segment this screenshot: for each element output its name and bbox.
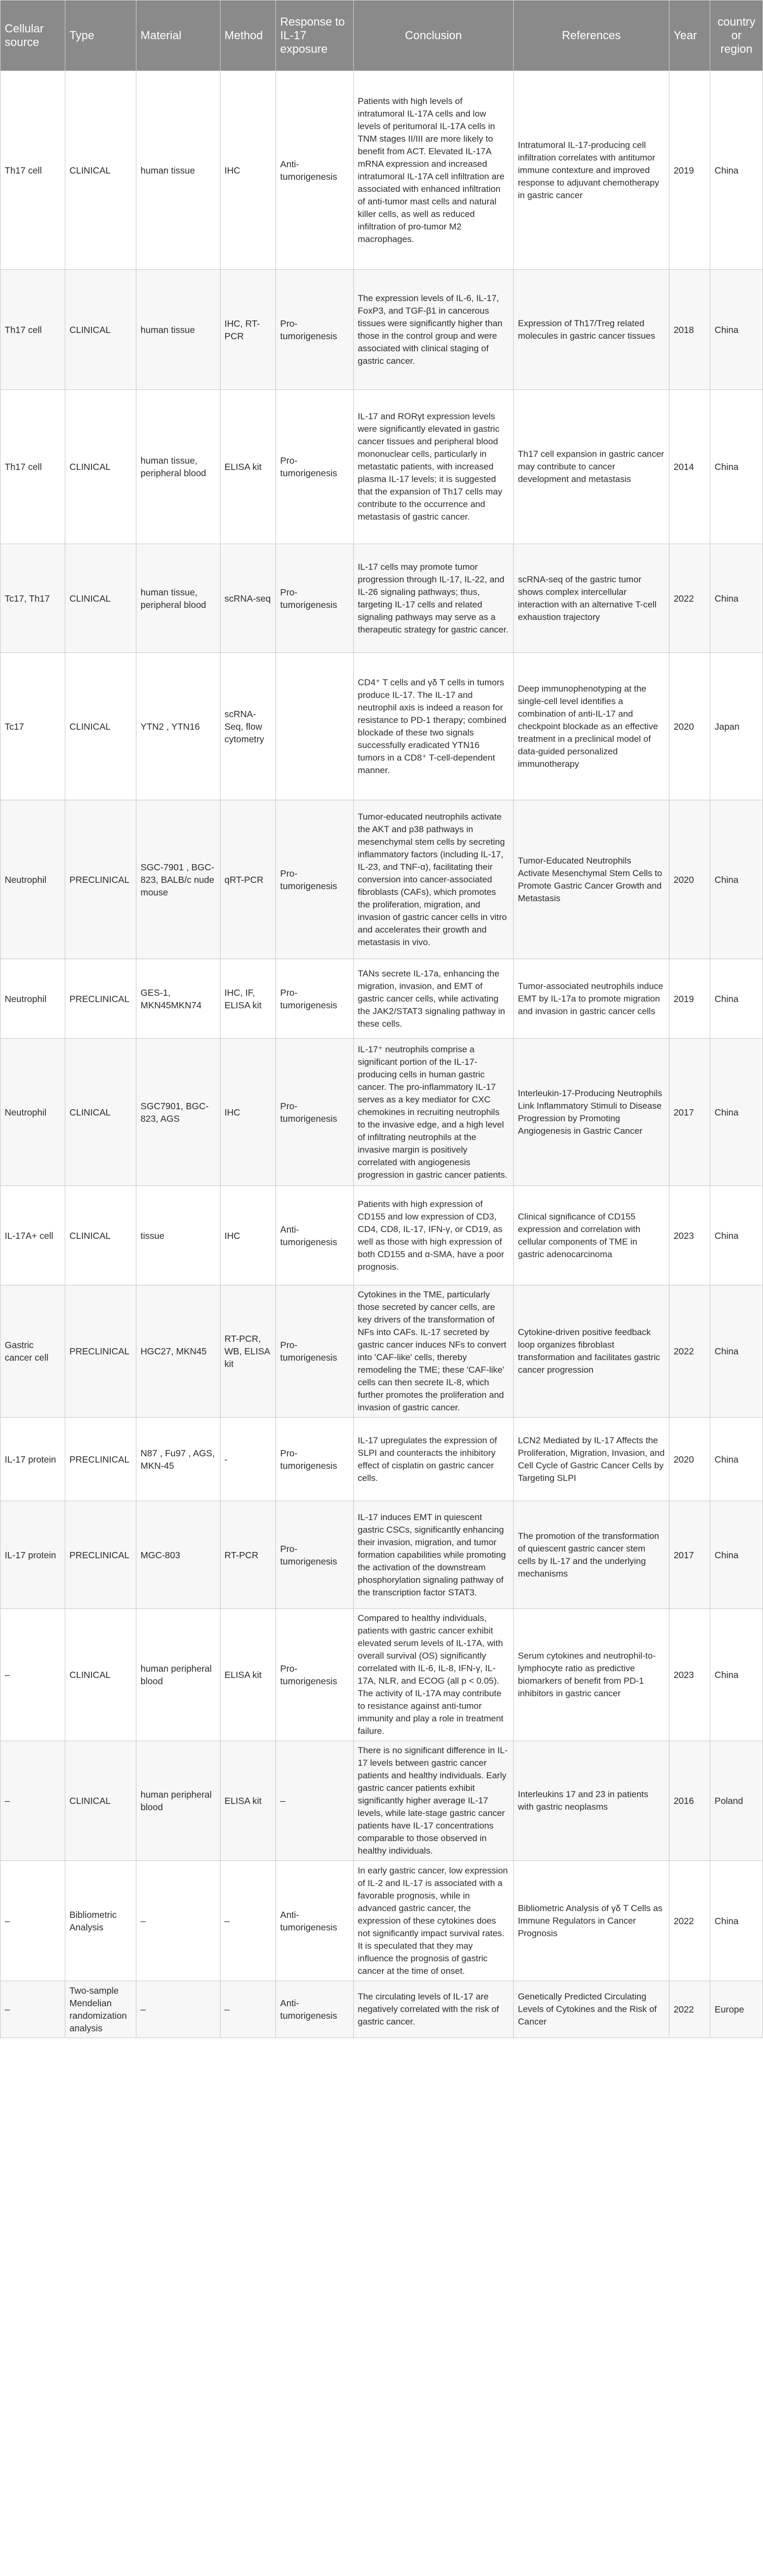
cell-references: The promotion of the transformation of quiescent gastric cancer stem cells by IL-17 and the underlying mechanisms bbox=[514, 1501, 669, 1609]
table-row bbox=[1, 1186, 763, 1285]
table-row bbox=[1, 959, 763, 1039]
cell-conclusion: Patients with high levels of intratumoral IL-17A cells and low levels of peritumoral IL-17A cells in TNM stages II/III are more likely to benefit from ACT. Elevated IL-17A mRNA expression and increased intratumoral IL-17A cell infiltration are associated with enhanced infiltration of anti-tumor mast cells and natural killer cells, as well as reduced infiltration of pro-tumor M2 macrophages. bbox=[353, 71, 514, 270]
table-row bbox=[1, 1285, 763, 1418]
cell-year: 2020 bbox=[669, 653, 710, 800]
header-row bbox=[1, 1, 763, 71]
cell-method: ELISA kit bbox=[220, 1609, 276, 1741]
cell-references: Serum cytokines and neutrophil-to-lymphocyte ratio as predictive biomarkers of benefit from PD-1 inhibitors in gastric cancer bbox=[514, 1609, 669, 1741]
cell-year: 2017 bbox=[669, 1039, 710, 1186]
cell-response: Anti-tumorigenesis bbox=[276, 71, 353, 270]
cell-method: IHC bbox=[220, 1039, 276, 1186]
table-row bbox=[1, 390, 763, 544]
cell-conclusion: TANs secrete IL-17a, enhancing the migration, invasion, and EMT of gastric cancer cells, while activating the JAK2/STAT3 signaling pathway in these cells. bbox=[353, 959, 514, 1039]
cell-conclusion: Patients with high expression of CD155 and low expression of CD3, CD4, CD8, IL-17, IFN-γ, or CD19, as well as those with high expression of both CD155 and α-SMA, have a poor prognosis. bbox=[353, 1186, 514, 1285]
cell-method: – bbox=[220, 1861, 276, 1981]
cell-method: RT-PCR bbox=[220, 1501, 276, 1609]
cell-cellular-source: Tc17, Th17 bbox=[1, 544, 65, 653]
header-conclusion: Conclusion bbox=[353, 1, 514, 71]
cell-country: China bbox=[710, 1418, 763, 1501]
table-row bbox=[1, 1981, 763, 2038]
cell-cellular-source: Neutrophil bbox=[1, 800, 65, 959]
cell-country: China bbox=[710, 1861, 763, 1981]
cell-cellular-source: Neutrophil bbox=[1, 959, 65, 1039]
cell-country: China bbox=[710, 270, 763, 390]
cell-country: China bbox=[710, 390, 763, 544]
cell-type: PRECLINICAL bbox=[65, 959, 136, 1039]
cell-material: YTN2 , YTN16 bbox=[136, 653, 220, 800]
cell-type: CLINICAL bbox=[65, 270, 136, 390]
cell-references: Interleukins 17 and 23 in patients with gastric neoplasms bbox=[514, 1741, 669, 1861]
cell-cellular-source: – bbox=[1, 1861, 65, 1981]
cell-country: China bbox=[710, 800, 763, 959]
cell-cellular-source: IL-17 protein bbox=[1, 1501, 65, 1609]
cell-method: scRNA-Seq, flow cytometry bbox=[220, 653, 276, 800]
cell-response: Pro-tumorigenesis bbox=[276, 1039, 353, 1186]
cell-response: – bbox=[276, 1741, 353, 1861]
cell-response: Anti-tumorigenesis bbox=[276, 1981, 353, 2038]
cell-year: 2022 bbox=[669, 1861, 710, 1981]
cell-conclusion: Tumor-educated neutrophils activate the AKT and p38 pathways in mesenchymal stem cells by secreting inflammatory factors (including IL-17, IL-23, and TNF-α), facilitating their conversion into cancer-associated fibroblasts (CAFs), which promotes the proliferation, migration, and invasion of gastric cancer cells in vitro and accelerates their growth and metastasis in vivo. bbox=[353, 800, 514, 959]
cell-country: China bbox=[710, 71, 763, 270]
cell-country: China bbox=[710, 1039, 763, 1186]
cell-method: IHC bbox=[220, 1186, 276, 1285]
cell-references: Deep immunophenotyping at the single-cell level identifies a combination of anti-IL-17 and checkpoint blockade as an effective treatment in a preclinical model of data-guided personalized immunotherapy bbox=[514, 653, 669, 800]
cell-material: tissue bbox=[136, 1186, 220, 1285]
table-row bbox=[1, 544, 763, 653]
cell-material: human tissue, peripheral blood bbox=[136, 544, 220, 653]
cell-method: - bbox=[220, 1418, 276, 1501]
cell-type: CLINICAL bbox=[65, 1039, 136, 1186]
header-cellular-source: Cellular source bbox=[1, 1, 65, 71]
cell-type: CLINICAL bbox=[65, 653, 136, 800]
cell-type: PRECLINICAL bbox=[65, 800, 136, 959]
cell-year: 2017 bbox=[669, 1501, 710, 1609]
cell-response: Pro-tumorigenesis bbox=[276, 1285, 353, 1418]
cell-references: Tumor-associated neutrophils induce EMT by IL-17a to promote migration and invasion in gastric cancer cells bbox=[514, 959, 669, 1039]
cell-method: ELISA kit bbox=[220, 1741, 276, 1861]
cell-references: LCN2 Mediated by IL-17 Affects the Proliferation, Migration, Invasion, and Cell Cycle of Gastric Cancer Cells by Targeting SLPI bbox=[514, 1418, 669, 1501]
header-references: References bbox=[514, 1, 669, 71]
cell-material: MGC-803 bbox=[136, 1501, 220, 1609]
cell-references: Intratumoral IL-17-producing cell infiltration correlates with antitumor immune contexture and improved response to adjuvant chemotherapy in gastric cancer bbox=[514, 71, 669, 270]
cell-country: China bbox=[710, 959, 763, 1039]
cell-year: 2019 bbox=[669, 71, 710, 270]
cell-references: Interleukin-17-Producing Neutrophils Link Inflammatory Stimuli to Disease Progression by Promoting Angiogenesis in Gastric Cancer bbox=[514, 1039, 669, 1186]
cell-response: Pro-tumorigenesis bbox=[276, 270, 353, 390]
cell-country: China bbox=[710, 1186, 763, 1285]
table-row bbox=[1, 1501, 763, 1609]
table-body bbox=[1, 71, 763, 2038]
cell-conclusion: In early gastric cancer, low expression of IL-2 and IL-17 is associated with a favorable prognosis, while in advanced gastric cancer, the expression of these cytokines does not significantly impact survival rates. It is speculated that they may influence the prognosis of gastric cancer at the time of onset. bbox=[353, 1861, 514, 1981]
cell-conclusion: CD4⁺ T cells and γδ T cells in tumors produce IL-17. The IL-17 and neutrophil axis is indeed a reason for resistance to PD-1 therapy; combined blockade of these two signals successfully eradicated YTN16 tumors in a CD8⁺ T-cell-dependent manner. bbox=[353, 653, 514, 800]
cell-type: CLINICAL bbox=[65, 1186, 136, 1285]
cell-type: CLINICAL bbox=[65, 1609, 136, 1741]
cell-method: RT-PCR, WB, ELISA kit bbox=[220, 1285, 276, 1418]
header-response: Response to IL-17 exposure bbox=[276, 1, 353, 71]
cell-conclusion: IL-17 upregulates the expression of SLPI and counteracts the inhibitory effect of cisplatin on gastric cancer cells. bbox=[353, 1418, 514, 1501]
cell-response: Pro-tumorigenesis bbox=[276, 959, 353, 1039]
cell-cellular-source: Th17 cell bbox=[1, 270, 65, 390]
cell-conclusion: IL-17 cells may promote tumor progression through IL-17, IL-22, and IL-26 signaling pathways; thus, targeting IL-17 cells and related signaling pathways may serve as a therapeutic strategy for gastric cancer. bbox=[353, 544, 514, 653]
table-row bbox=[1, 1039, 763, 1186]
cell-material: SGC-7901 , BGC-823, BALB/c nude mouse bbox=[136, 800, 220, 959]
table-row bbox=[1, 71, 763, 270]
table-row bbox=[1, 1609, 763, 1741]
cell-conclusion: The circulating levels of IL-17 are negatively correlated with the risk of gastric cancer. bbox=[353, 1981, 514, 2038]
cell-type: CLINICAL bbox=[65, 544, 136, 653]
cell-year: 2023 bbox=[669, 1609, 710, 1741]
cell-response: Pro-tumorigenesis bbox=[276, 1418, 353, 1501]
cell-cellular-source: – bbox=[1, 1981, 65, 2038]
cell-conclusion: IL-17 and RORγt expression levels were significantly elevated in gastric cancer tissues and peripheral blood mononuclear cells, particularly in metastatic patients, with increased plasma IL-17 levels; it is suggested that the expansion of Th17 cells may contribute to the occurrence and metastasis of gastric cancer. bbox=[353, 390, 514, 544]
cell-year: 2014 bbox=[669, 390, 710, 544]
cell-references: Bibliometric Analysis of γδ T Cells as Immune Regulators in Cancer Prognosis bbox=[514, 1861, 669, 1981]
cell-cellular-source: IL-17A+ cell bbox=[1, 1186, 65, 1285]
cell-country: Poland bbox=[710, 1741, 763, 1861]
table-row bbox=[1, 1861, 763, 1981]
table-row bbox=[1, 800, 763, 959]
header-method: Method bbox=[220, 1, 276, 71]
cell-material: N87 , Fu97 , AGS, MKN-45 bbox=[136, 1418, 220, 1501]
cell-year: 2020 bbox=[669, 1418, 710, 1501]
table-row bbox=[1, 270, 763, 390]
cell-references: Th17 cell expansion in gastric cancer may contribute to cancer development and metastasis bbox=[514, 390, 669, 544]
cell-material: HGC27, MKN45 bbox=[136, 1285, 220, 1418]
cell-material: human tissue bbox=[136, 71, 220, 270]
cell-references: Cytokine-driven positive feedback loop organizes fibroblast transformation and facilitates gastric cancer progression bbox=[514, 1285, 669, 1418]
cell-references: Genetically Predicted Circulating Levels of Cytokines and the Risk of Cancer bbox=[514, 1981, 669, 2038]
table-row bbox=[1, 653, 763, 800]
cell-references: Tumor-Educated Neutrophils Activate Mesenchymal Stem Cells to Promote Gastric Cancer Growth and Metastasis bbox=[514, 800, 669, 959]
cell-material: human tissue, peripheral blood bbox=[136, 390, 220, 544]
cell-cellular-source: Tc17 bbox=[1, 653, 65, 800]
cell-material: – bbox=[136, 1981, 220, 2038]
cell-cellular-source: – bbox=[1, 1609, 65, 1741]
cell-response: Pro-tumorigenesis bbox=[276, 1501, 353, 1609]
cell-method: ELISA kit bbox=[220, 390, 276, 544]
cell-conclusion: Cytokines in the TME, particularly those secreted by cancer cells, are key drivers of the transformation of NFs into CAFs. IL-17 secreted by gastric cancer induces NFs to convert into 'CAF-like' cells, thereby remodeling the TME; these 'CAF-like' cells can then secrete IL-8, which further promotes the proliferation and invasion of gastric cancer. bbox=[353, 1285, 514, 1418]
header-type: Type bbox=[65, 1, 136, 71]
cell-conclusion: Compared to healthy individuals, patients with gastric cancer exhibit elevated serum levels of IL-17A, with overall survival (OS) significantly correlated with IL-6, IL-8, IFN-γ, IL-17A, NLR, and ECOG (all p < 0.05). The activity of IL-17A may contribute to resistance against anti-tumor immunity and play a role in treatment failure. bbox=[353, 1609, 514, 1741]
cell-year: 2018 bbox=[669, 270, 710, 390]
header-year: Year bbox=[669, 1, 710, 71]
cell-method: IHC bbox=[220, 71, 276, 270]
cell-year: 2022 bbox=[669, 1285, 710, 1418]
cell-references: Clinical significance of CD155 expression and correlation with cellular components of TME in gastric adenocarcinoma bbox=[514, 1186, 669, 1285]
cell-type: Bibliometric Analysis bbox=[65, 1861, 136, 1981]
header-material: Material bbox=[136, 1, 220, 71]
cell-cellular-source: Th17 cell bbox=[1, 390, 65, 544]
cell-country: China bbox=[710, 1285, 763, 1418]
cell-cellular-source: Th17 cell bbox=[1, 71, 65, 270]
cell-cellular-source: IL-17 protein bbox=[1, 1418, 65, 1501]
cell-response: Anti-tumorigenesis bbox=[276, 1861, 353, 1981]
table-row bbox=[1, 1741, 763, 1861]
cell-type: PRECLINICAL bbox=[65, 1501, 136, 1609]
cell-material: – bbox=[136, 1861, 220, 1981]
cell-country: Europe bbox=[710, 1981, 763, 2038]
cell-country: China bbox=[710, 1501, 763, 1609]
cell-material: human peripheral blood bbox=[136, 1741, 220, 1861]
cell-method: scRNA-seq bbox=[220, 544, 276, 653]
cell-year: 2023 bbox=[669, 1186, 710, 1285]
cell-material: SGC7901, BGC-823, AGS bbox=[136, 1039, 220, 1186]
cell-type: PRECLINICAL bbox=[65, 1418, 136, 1501]
cell-conclusion: The expression levels of IL-6, IL-17, FoxP3, and TGF-β1 in cancerous tissues were significantly higher than those in the control group and were associated with clinical staging of gastric cancer. bbox=[353, 270, 514, 390]
cell-method: IHC, IF, ELISA kit bbox=[220, 959, 276, 1039]
cell-type: CLINICAL bbox=[65, 71, 136, 270]
cell-conclusion: IL-17 induces EMT in quiescent gastric CSCs, significantly enhancing their invasion, migration, and tumor formation capabilities while promoting the activation of the downstream phosphorylation signaling pathway of the transcription factor STAT3. bbox=[353, 1501, 514, 1609]
cell-response: Anti-tumorigenesis bbox=[276, 1186, 353, 1285]
cell-cellular-source: – bbox=[1, 1741, 65, 1861]
cell-references: Expression of Th17/Treg related molecules in gastric cancer tissues bbox=[514, 270, 669, 390]
cell-cellular-source: Gastric cancer cell bbox=[1, 1285, 65, 1418]
cell-method: – bbox=[220, 1981, 276, 2038]
cell-year: 2022 bbox=[669, 544, 710, 653]
cell-method: qRT-PCR bbox=[220, 800, 276, 959]
cell-country: China bbox=[710, 544, 763, 653]
cell-type: Two-sample Mendelian randomization analysis bbox=[65, 1981, 136, 2038]
cell-response: Pro-tumorigenesis bbox=[276, 544, 353, 653]
cell-references: scRNA-seq of the gastric tumor shows complex intercellular interaction with an alternative T-cell exhaustion trajectory bbox=[514, 544, 669, 653]
cell-response: Pro-tumorigenesis bbox=[276, 390, 353, 544]
cell-type: CLINICAL bbox=[65, 1741, 136, 1861]
cell-conclusion: There is no significant difference in IL-17 levels between gastric cancer patients and healthy individuals. Early gastric cancer patients exhibit significantly higher average IL-17 levels, while late-stage gastric cancer patients have IL-17 concentrations comparable to those observed in healthy individuals. bbox=[353, 1741, 514, 1861]
cell-response: Pro-tumorigenesis bbox=[276, 800, 353, 959]
cell-conclusion: IL-17⁺ neutrophils comprise a significant portion of the IL-17-producing cells in human gastric cancer. The pro-inflammatory IL-17 serves as a key mediator for CXC chemokines in recruiting neutrophils to the invasive edge, and a high level of infiltrating neutrophils at the invasive margin is positively correlated with angiogenesis progression in gastric cancer patients. bbox=[353, 1039, 514, 1186]
header-country: country or region bbox=[710, 1, 763, 71]
cell-material: human peripheral blood bbox=[136, 1609, 220, 1741]
cell-country: China bbox=[710, 1609, 763, 1741]
cell-country: Japan bbox=[710, 653, 763, 800]
cell-type: PRECLINICAL bbox=[65, 1285, 136, 1418]
table-row bbox=[1, 1418, 763, 1501]
cell-response bbox=[276, 653, 353, 800]
cell-year: 2022 bbox=[669, 1981, 710, 2038]
cell-method: IHC, RT-PCR bbox=[220, 270, 276, 390]
cell-cellular-source: Neutrophil bbox=[1, 1039, 65, 1186]
cell-material: GES-1, MKN45MKN74 bbox=[136, 959, 220, 1039]
cell-year: 2020 bbox=[669, 800, 710, 959]
cell-year: 2016 bbox=[669, 1741, 710, 1861]
cell-type: CLINICAL bbox=[65, 390, 136, 544]
cell-year: 2019 bbox=[669, 959, 710, 1039]
cell-response: Pro-tumorigenesis bbox=[276, 1609, 353, 1741]
cell-material: human tissue bbox=[136, 270, 220, 390]
